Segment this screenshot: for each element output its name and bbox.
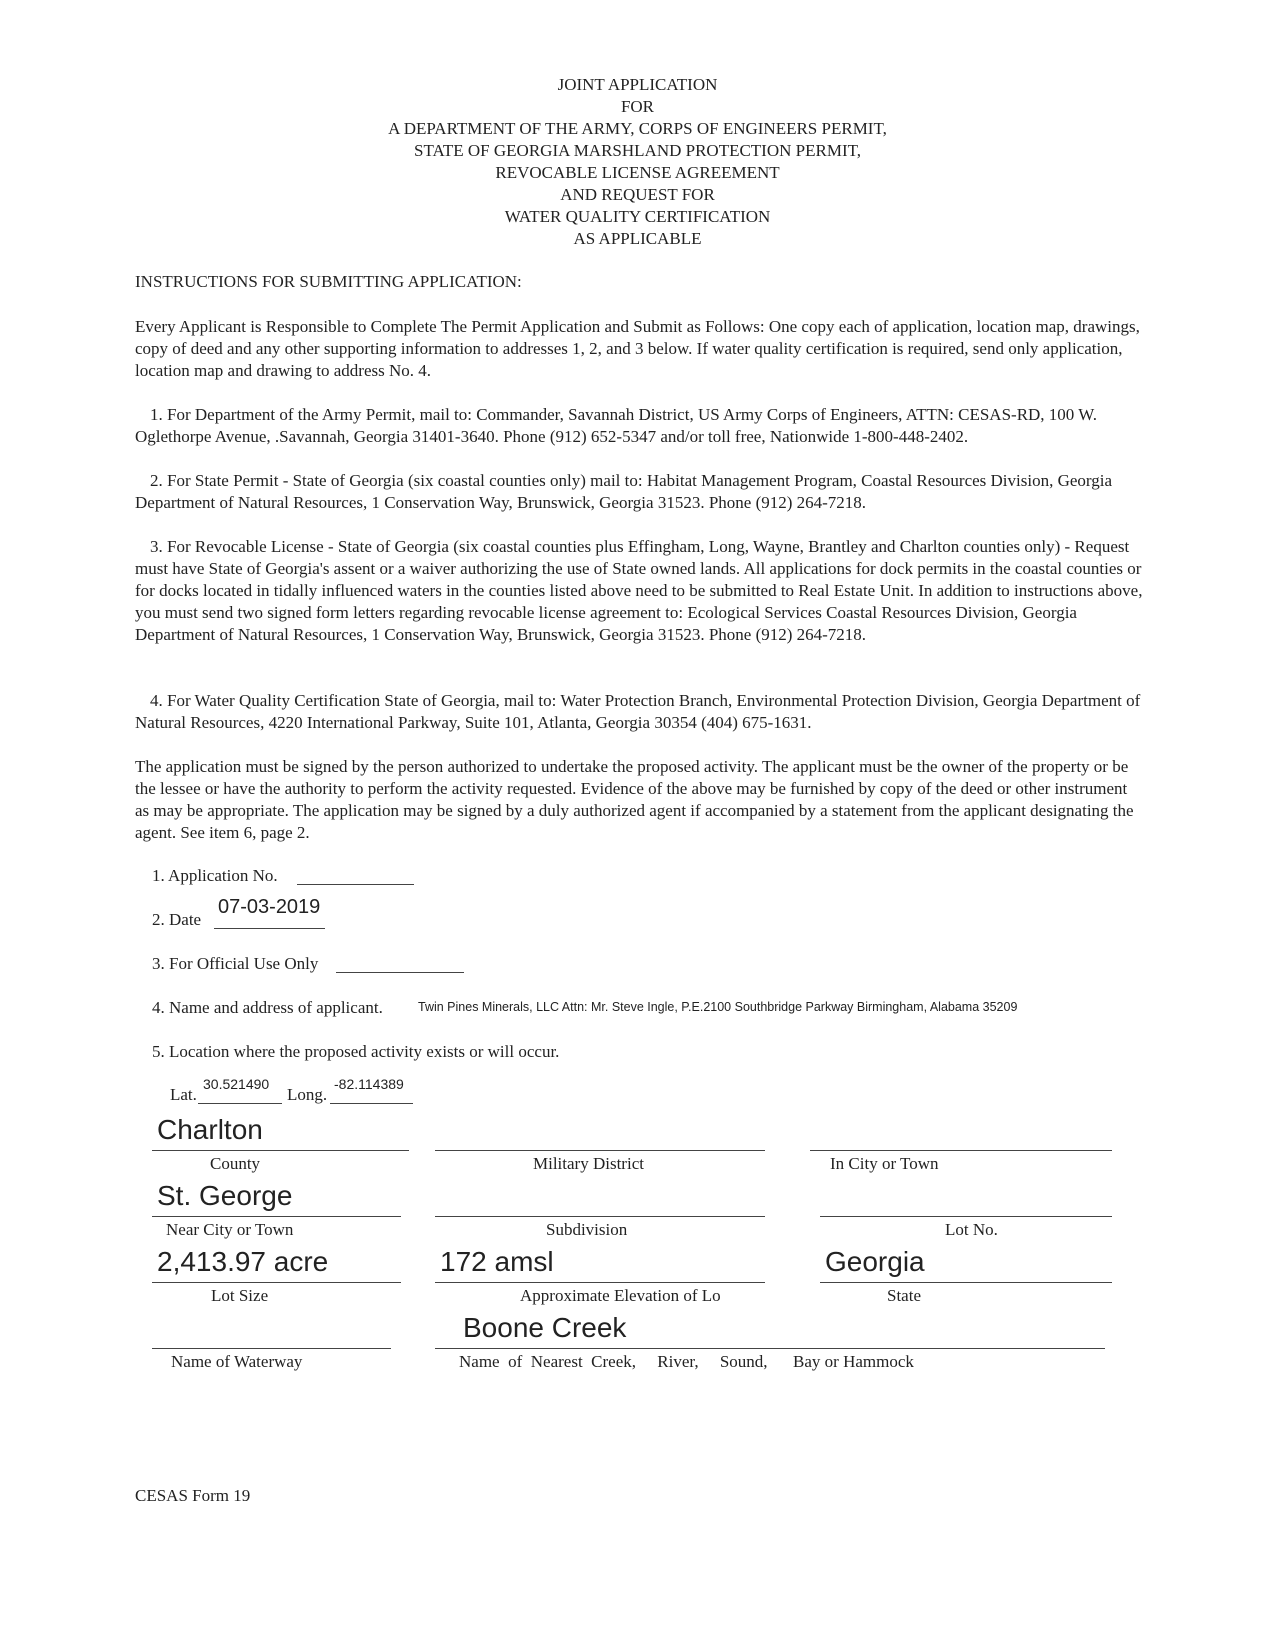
state-field-line bbox=[820, 1282, 1112, 1283]
subdivision-field-line bbox=[435, 1216, 765, 1217]
near-city-field-line bbox=[152, 1216, 401, 1217]
lot-size-field-line bbox=[152, 1282, 401, 1283]
lat-value[interactable]: 30.521490 bbox=[203, 1076, 270, 1092]
date-field-line bbox=[214, 928, 325, 929]
state-label: State bbox=[887, 1286, 921, 1305]
title-line: STATE OF GEORGIA MARSHLAND PROTECTION PERMIT, bbox=[414, 141, 861, 160]
signature-paragraph: The application must be signed by the person authorized to undertake the proposed activity. The applicant must be the owner of the property or be the lessee or have the authority to perform the activity requested. Evidence of the above may be furnished by copy of the deed or other instrument as may be appropriate. The application may be signed by a duly authorized agent if accompanied by a statement from the applicant designating the agent. See item 6, page 2. bbox=[135, 757, 1134, 842]
location-label: 5. Location where the proposed activity exists or will occur. bbox=[152, 1042, 560, 1061]
instructions-heading: INSTRUCTIONS FOR SUBMITTING APPLICATION: bbox=[135, 272, 522, 291]
applicant-label: 4. Name and address of applicant. bbox=[152, 998, 383, 1017]
address-item-1: 1. For Department of the Army Permit, mail to: Commander, Savannah District, US Army Corps of Engineers, ATTN: CESAS-RD, 100 W. Oglethorpe Avenue, .Savannah, Georgia 31401-3640. Phone (912) 652-5347 and/or toll free, Nationwide 1-800-448-2402. bbox=[135, 405, 1097, 446]
form-number: CESAS Form 19 bbox=[135, 1486, 251, 1505]
elevation-value[interactable]: 172 amsl bbox=[440, 1246, 554, 1277]
title-line: AND REQUEST FOR bbox=[560, 185, 715, 204]
official-use-field[interactable] bbox=[336, 972, 464, 973]
intro-paragraph: Every Applicant is Responsible to Complete The Permit Application and Submit as Follows: One copy each of application, location map, drawings, copy of deed and any other supporting information to addresses 1, 2, and 3 below. If water quality certification is required, send only application, location map and drawing to address No. 4. bbox=[135, 317, 1140, 380]
address-item-2: 2. For State Permit - State of Georgia (six coastal counties only) mail to: Habitat Management Program, Coastal Resources Division, Georgia Department of Natural Resources, 1 Conservation Way, Brunswick, Georgia 31523. Phone (912) 264-7218. bbox=[135, 471, 1113, 512]
date-value[interactable]: 07-03-2019 bbox=[218, 896, 321, 918]
title-line: REVOCABLE LICENSE AGREEMENT bbox=[495, 163, 780, 182]
title-line: JOINT APPLICATION bbox=[557, 75, 718, 94]
nearest-creek-label: Name of Nearest Creek, River, Sound, Bay or Hammock bbox=[459, 1352, 914, 1371]
form-title bbox=[0, 74, 1275, 250]
state-value[interactable]: Georgia bbox=[825, 1246, 925, 1277]
lot-size-label: Lot Size bbox=[211, 1286, 269, 1305]
title-line: WATER QUALITY CERTIFICATION bbox=[504, 207, 771, 226]
lat-label: Lat. bbox=[170, 1085, 197, 1104]
long-label: Long. bbox=[287, 1085, 328, 1104]
county-field-line bbox=[152, 1150, 409, 1151]
waterway-label: Name of Waterway bbox=[171, 1352, 303, 1371]
elevation-field-line bbox=[435, 1282, 765, 1283]
address-item-3: 3. For Revocable License - State of Georgia (six coastal counties plus Effingham, Long, Wayne, Brantley and Charlton counties only) - Request must have State of Georgia's assent or a waiver authorizing the use of State owned lands. All applications for dock permits in the coastal counties or for docks located in tidally influenced waters in the counties listed above need to be submitted to Real Estate Unit. In addition to instructions above, you must send two signed form letters regarding revocable license agreement to: Ecological Services Coastal Resources Division, Georgia Department of Natural Resources, 1 Conservation Way, Brunswick, Georgia 31523. Phone (912) 264-7218. bbox=[135, 537, 1143, 644]
title-line: AS APPLICABLE bbox=[573, 229, 702, 248]
waterway-field-line bbox=[152, 1348, 391, 1349]
elevation-label: Approximate Elevation of Lo bbox=[520, 1286, 721, 1305]
application-no-label: 1. Application No. bbox=[152, 866, 278, 885]
title-line: FOR bbox=[620, 97, 655, 116]
subdivision-label: Subdivision bbox=[546, 1220, 628, 1239]
in-city-field-line bbox=[810, 1150, 1112, 1151]
lot-size-value[interactable]: 2,413.97 acre bbox=[157, 1246, 329, 1277]
date-label: 2. Date bbox=[152, 910, 202, 929]
title-line: A DEPARTMENT OF THE ARMY, CORPS OF ENGINEERS PERMIT, bbox=[388, 119, 887, 138]
county-label: County bbox=[210, 1154, 261, 1173]
address-item-4: 4. For Water Quality Certification State of Georgia, mail to: Water Protection Branch, Environmental Protection Division, Georgia Department of Natural Resources, 4220 International Parkway, Suite 101, Atlanta, Georgia 30354 (404) 675-1631. bbox=[135, 691, 1141, 732]
nearest-creek-field-line bbox=[435, 1348, 1105, 1349]
military-district-field-line bbox=[435, 1150, 765, 1151]
nearest-creek-value[interactable]: Boone Creek bbox=[463, 1312, 627, 1343]
lot-no-label: Lot No. bbox=[945, 1220, 998, 1239]
near-city-label: Near City or Town bbox=[166, 1220, 294, 1239]
application-no-field[interactable] bbox=[297, 884, 414, 885]
lot-no-field-line bbox=[820, 1216, 1112, 1217]
near-city-value[interactable]: St. George bbox=[157, 1180, 293, 1211]
applicant-value[interactable]: Twin Pines Minerals, LLC Attn: Mr. Steve Ingle, P.E.2100 Southbridge Parkway Birmingham, Alabama 35209 bbox=[418, 1000, 1018, 1014]
in-city-label: In City or Town bbox=[830, 1154, 939, 1173]
long-value[interactable]: -82.114389 bbox=[334, 1076, 404, 1092]
county-value[interactable]: Charlton bbox=[157, 1114, 263, 1145]
lat-field-line bbox=[198, 1103, 282, 1104]
long-field-line bbox=[330, 1103, 413, 1104]
military-district-label: Military District bbox=[533, 1154, 644, 1173]
official-use-label: 3. For Official Use Only bbox=[152, 954, 319, 973]
